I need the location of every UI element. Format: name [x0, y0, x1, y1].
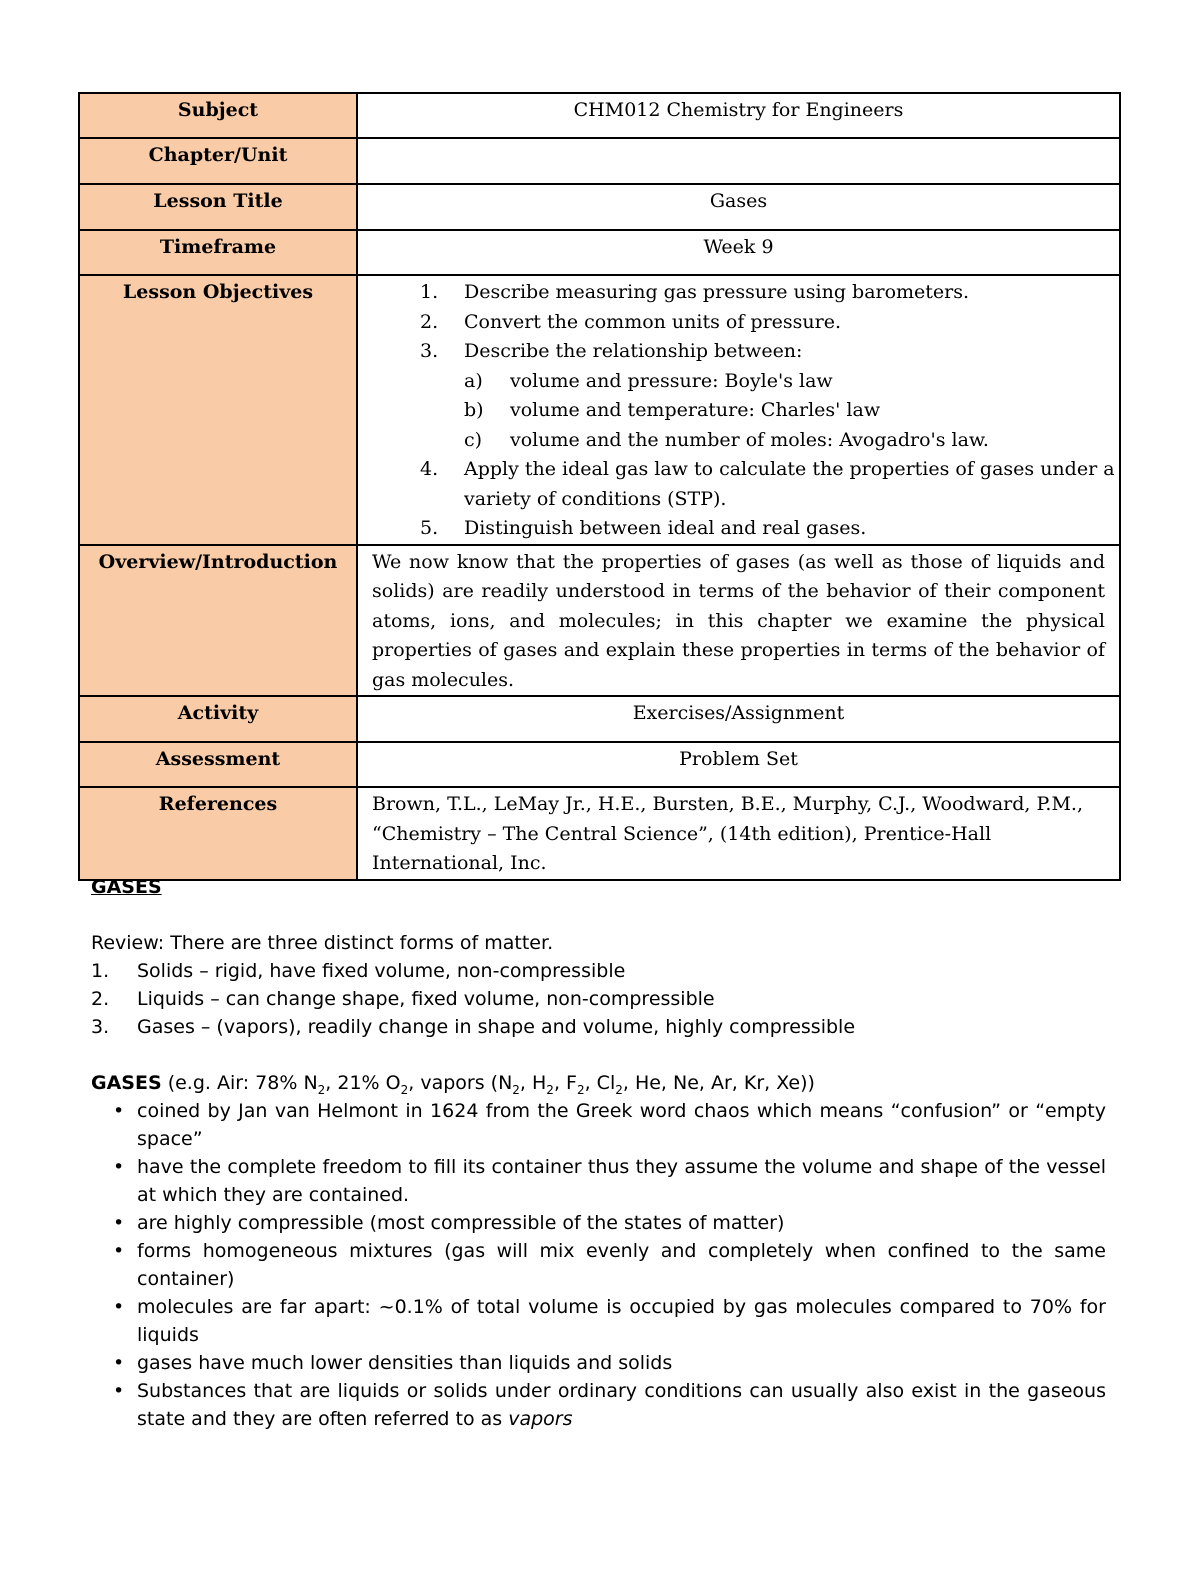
review-intro: Review: There are three distinct forms of matter.	[91, 932, 554, 954]
objective-item: 3. Describe the relationship between: a) volume and pressure: Boyle's law b) volume and temperature: Charles' law c) volume and the number of moles: Avogadro's law.	[358, 337, 1119, 455]
objective-item: 5. Distinguish between ideal and real gases.	[420, 517, 867, 539]
references-value: Brown, T.L., LeMay Jr., H.E., Bursten, B.E., Murphy, C.J., Woodward, P.M., “Chemistry – The Central Science”, (14th edition), Prentice-Hall International, Inc.	[357, 787, 1120, 880]
overview-value: We now know that the properties of gases (as well as those of liquids and solids) are readily understood in terms of the behavior of their component atoms, ions, and molecules; in this chapter we examine the physical properties of gases and explain these properties in terms of the behavior of gas molecules.	[357, 545, 1120, 697]
bullet-icon: •	[113, 1240, 125, 1262]
timeframe-value: Week 9	[357, 230, 1120, 275]
bullet-item: • Substances that are liquids or solids under ordinary conditions can usually also exist in the gaseous state and they are often referred to as vapors	[91, 1377, 1106, 1433]
sub-objective-item: c) volume and the number of moles: Avogadro's law.	[464, 428, 989, 451]
bullet-icon: •	[113, 1156, 125, 1178]
activity-row	[79, 696, 1120, 742]
bullet-icon: •	[113, 1352, 125, 1374]
bullet-item: • forms homogeneous mixtures (gas will mix evenly and completely when confined to the same container)	[91, 1237, 1106, 1293]
overview-row	[79, 545, 1120, 697]
subject-label: Subject	[79, 93, 357, 138]
objective-item: 4. Apply the ideal gas law to calculate the properties of gases under a variety of conditions (STP).	[420, 458, 1115, 510]
bullet-icon: •	[113, 1296, 125, 1318]
assessment-label: Assessment	[79, 742, 357, 787]
review-item: 2. Liquids – can change shape, fixed volume, non-compressible	[91, 988, 715, 1010]
lesson-info-table	[78, 92, 1121, 881]
activity-value: Exercises/Assignment	[357, 696, 1120, 742]
chapter-label: Chapter/Unit	[79, 138, 357, 184]
assessment-row	[79, 742, 1120, 787]
sub-objective-item: a) volume and pressure: Boyle's law	[464, 369, 833, 392]
references-row	[79, 787, 1120, 880]
bullet-item: • molecules are far apart: ~0.1% of total volume is occupied by gas molecules compared to 70% for liquids	[91, 1293, 1106, 1349]
chapter-row	[79, 138, 1120, 184]
lesson-title-row	[79, 184, 1120, 230]
section-heading: GASES	[91, 876, 162, 898]
bullet-icon: •	[113, 1100, 125, 1122]
objectives-row	[79, 275, 1120, 545]
review-item: 1. Solids – rigid, have fixed volume, non-compressible	[91, 960, 626, 982]
subject-value: CHM012 Chemistry for Engineers	[357, 93, 1120, 138]
objective-item: 2. Convert the common units of pressure.	[420, 310, 842, 333]
gas-properties-list	[91, 1097, 1106, 1433]
bullet-item: • gases have much lower densities than liquids and solids	[91, 1349, 1106, 1377]
chapter-value	[357, 138, 1120, 184]
bullet-item: • have the complete freedom to fill its container thus they assume the volume and shape of the vessel at which they are contained.	[91, 1153, 1106, 1209]
sub-objective-item: b) volume and temperature: Charles' law	[464, 399, 881, 421]
assessment-value: Problem Set	[357, 742, 1120, 787]
objectives-label: Lesson Objectives	[79, 275, 357, 545]
objectives-list	[358, 278, 1119, 544]
bullet-icon: •	[113, 1212, 125, 1234]
objective-item: 1. Describe measuring gas pressure using barometers.	[420, 281, 970, 303]
lesson-title-value: Gases	[357, 184, 1120, 230]
gases-composition-line: GASES (e.g. Air: 78% $N_2$, 21% $O_2$, vapors ($N_2$, $H_2$, $F_2$, $Cl_2$, He, Ne, Ar, Kr, Xe))	[91, 1072, 815, 1097]
overview-label: Overview/Introduction	[79, 545, 357, 697]
bullet-item: • are highly compressible (most compressible of the states of matter)	[91, 1209, 1106, 1237]
review-item: 3. Gases – (vapors), readily change in shape and volume, highly compressible	[91, 1016, 856, 1038]
objectives-value	[357, 275, 1120, 545]
relationship-sublist	[464, 367, 1119, 456]
subject-row	[79, 93, 1120, 138]
bullet-icon: •	[113, 1380, 125, 1402]
bullet-item: • coined by Jan van Helmont in 1624 from the Greek word chaos which means “confusion” or “empty space”	[91, 1097, 1106, 1153]
references-label: References	[79, 787, 357, 880]
lesson-body	[91, 873, 1106, 1433]
timeframe-row	[79, 230, 1120, 275]
activity-label: Activity	[79, 696, 357, 742]
review-list	[91, 957, 1106, 1041]
lesson-title-label: Lesson Title	[79, 184, 357, 230]
timeframe-label: Timeframe	[79, 230, 357, 275]
